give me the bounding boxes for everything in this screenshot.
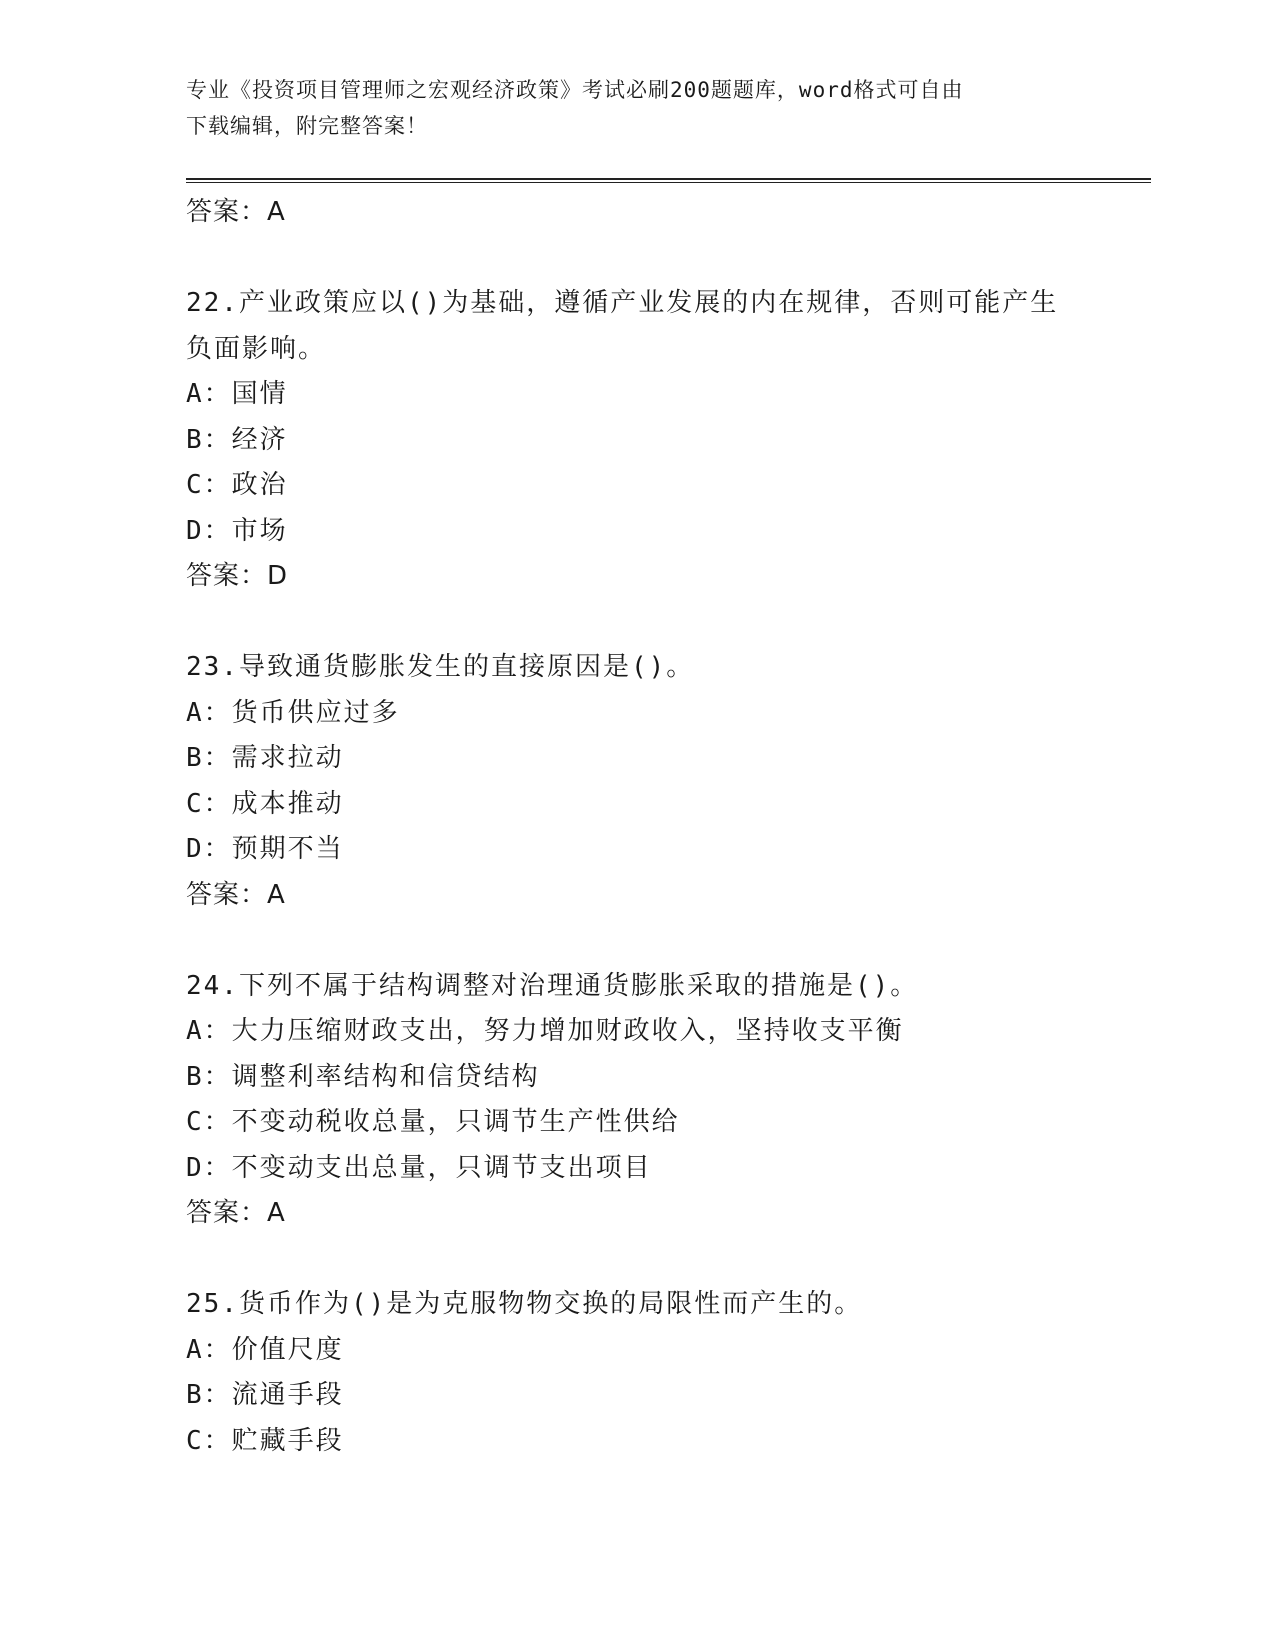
option-a: A：价值尺度 xyxy=(186,1334,344,1365)
option-b: B：经济 xyxy=(186,424,288,455)
header-line-1: 专业《投资项目管理师之宏观经济政策》考试必刷200题题库，word格式可自由 xyxy=(186,78,964,102)
question-text: 25.货币作为()是为克服物物交换的局限性而产生的。 xyxy=(186,1289,863,1319)
option-c: C：政治 xyxy=(186,470,288,500)
header-rule-thick xyxy=(186,178,1151,180)
answer-line: 答案：A xyxy=(186,879,286,910)
question-25 xyxy=(186,1282,1116,1464)
option-d: D：市场 xyxy=(186,515,288,546)
header-rule-thin xyxy=(186,182,1151,183)
header-line-2: 下载编辑，附完整答案！ xyxy=(186,114,428,138)
option-c: C：不变动税收总量，只调节生产性供给 xyxy=(186,1107,680,1137)
question-22 xyxy=(186,281,1116,600)
answer-line: 答案：D xyxy=(186,561,289,591)
document-header xyxy=(186,72,1086,144)
answer-line: 答案：A xyxy=(186,1198,286,1228)
option-a: A：大力压缩财政支出，努力增加财政收入，坚持收支平衡 xyxy=(186,1016,904,1046)
option-a: A：货币供应过多 xyxy=(186,697,400,728)
question-text-cont: 负面影响。 xyxy=(186,333,327,364)
option-d: D：预期不当 xyxy=(186,834,344,864)
question-text: 23.导致通货膨胀发生的直接原因是()。 xyxy=(186,652,695,682)
answer-line: 答案：A xyxy=(186,197,286,227)
question-24 xyxy=(186,964,1116,1237)
question-text: 24.下列不属于结构调整对治理通货膨胀采取的措施是()。 xyxy=(186,970,919,1001)
option-c: C：成本推动 xyxy=(186,788,344,819)
option-b: B：流通手段 xyxy=(186,1380,344,1410)
option-c: C：贮藏手段 xyxy=(186,1425,344,1456)
option-b: B：调整利率结构和信贷结构 xyxy=(186,1061,540,1092)
question-list xyxy=(186,190,1116,1464)
question-23 xyxy=(186,645,1116,918)
option-a: A：国情 xyxy=(186,379,288,409)
option-b: B：需求拉动 xyxy=(186,743,344,773)
question-text: 22.产业政策应以()为基础，遵循产业发展的内在规律，否则可能产生 xyxy=(186,288,1059,318)
option-d: D：不变动支出总量，只调节支出项目 xyxy=(186,1152,652,1183)
